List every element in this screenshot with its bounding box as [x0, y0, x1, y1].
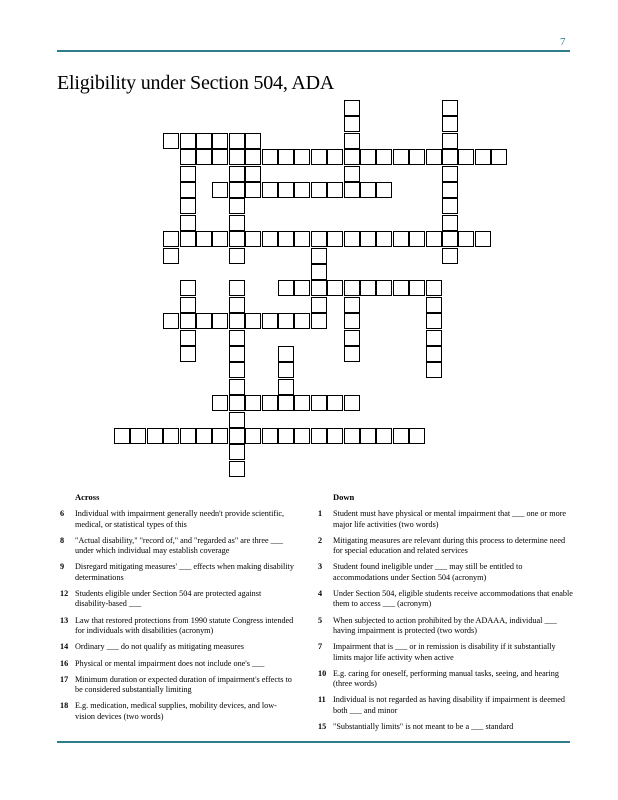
grid-cell[interactable]	[245, 395, 261, 411]
grid-cell[interactable]	[376, 182, 392, 198]
grid-cell[interactable]	[426, 149, 442, 165]
grid-cell[interactable]	[442, 215, 458, 231]
clue-text: E.g. medication, medical supplies, mobility devices, and low-vision devices (two words)	[75, 701, 277, 721]
grid-cell[interactable]	[278, 182, 294, 198]
grid-cell[interactable]	[262, 395, 278, 411]
grid-cell[interactable]	[278, 149, 294, 165]
grid-cell[interactable]	[196, 313, 212, 329]
down-clue	[318, 509, 573, 530]
grid-cell[interactable]	[229, 231, 245, 247]
grid-cell[interactable]	[229, 428, 245, 444]
grid-cell[interactable]	[311, 182, 327, 198]
grid-cell[interactable]	[147, 428, 163, 444]
down-clue	[318, 722, 573, 732]
grid-cell[interactable]	[229, 313, 245, 329]
grid-cell[interactable]	[344, 100, 360, 116]
across-clues	[60, 492, 295, 728]
grid-cell[interactable]	[163, 428, 179, 444]
grid-cell[interactable]	[278, 313, 294, 329]
grid-cell[interactable]	[344, 280, 360, 296]
grid-cell[interactable]	[262, 428, 278, 444]
down-clue	[318, 562, 573, 583]
across-clue	[60, 616, 295, 637]
grid-cell[interactable]	[344, 166, 360, 182]
grid-cell[interactable]	[442, 182, 458, 198]
across-clue	[60, 701, 295, 722]
grid-cell[interactable]	[491, 149, 507, 165]
clue-text: "Substantially limits" is not meant to be a ___ standard	[333, 722, 514, 732]
grid-cell[interactable]	[344, 149, 360, 165]
grid-cell[interactable]	[409, 149, 425, 165]
clue-text: When subjected to action prohibited by the ADAAA, individual ___ having impairment is protected (two words)	[333, 615, 557, 635]
grid-cell[interactable]	[311, 313, 327, 329]
clue-text: Disregard mitigating measures' ___ effects when making disability determinations	[75, 562, 294, 582]
grid-cell[interactable]	[262, 313, 278, 329]
grid-cell[interactable]	[376, 149, 392, 165]
grid-cell[interactable]	[229, 444, 245, 460]
across-heading: Across	[75, 492, 100, 502]
grid-cell[interactable]	[180, 428, 196, 444]
grid-cell[interactable]	[196, 428, 212, 444]
grid-cell[interactable]	[163, 133, 179, 149]
clue-number: 13	[60, 615, 69, 625]
grid-cell[interactable]	[376, 231, 392, 247]
grid-cell[interactable]	[229, 412, 245, 428]
grid-cell[interactable]	[229, 362, 245, 378]
grid-cell[interactable]	[426, 231, 442, 247]
grid-cell[interactable]	[442, 133, 458, 149]
clue-text: Minimum duration or expected duration of impairment's effects to be considered substantially limiting	[75, 674, 292, 695]
grid-cell[interactable]	[180, 149, 196, 165]
clue-number: 3	[318, 562, 323, 572]
grid-cell[interactable]	[311, 297, 327, 313]
clue-number: 7	[318, 642, 323, 652]
across-clue	[60, 589, 295, 610]
grid-cell[interactable]	[130, 428, 146, 444]
grid-cell[interactable]	[311, 395, 327, 411]
grid-cell[interactable]	[163, 248, 179, 264]
grid-cell[interactable]	[245, 231, 261, 247]
grid-cell[interactable]	[196, 133, 212, 149]
grid-cell[interactable]	[327, 182, 343, 198]
clue-number: 10	[318, 668, 327, 678]
grid-cell[interactable]	[229, 198, 245, 214]
grid-cell[interactable]	[212, 395, 228, 411]
grid-cell[interactable]	[360, 149, 376, 165]
clue-text: Physical or mental impairment does not include one's ___	[75, 658, 265, 668]
grid-cell[interactable]	[344, 231, 360, 247]
grid-cell[interactable]	[180, 297, 196, 313]
clue-number: 2	[318, 535, 323, 545]
grid-cell[interactable]	[344, 395, 360, 411]
clue-text: Impairment that is ___ or in remission is disability if it substantially limits major life activity when active	[333, 642, 556, 662]
grid-cell[interactable]	[229, 248, 245, 264]
page-number: 7	[560, 36, 566, 48]
grid-cell[interactable]	[196, 149, 212, 165]
grid-cell[interactable]	[245, 166, 261, 182]
grid-cell[interactable]	[278, 379, 294, 395]
clue-number: 17	[60, 674, 69, 684]
grid-cell[interactable]	[294, 231, 310, 247]
grid-cell[interactable]	[262, 231, 278, 247]
down-clue	[318, 695, 573, 716]
grid-cell[interactable]	[262, 182, 278, 198]
clue-number: 12	[60, 589, 69, 599]
grid-cell[interactable]	[426, 362, 442, 378]
grid-cell[interactable]	[229, 182, 245, 198]
grid-cell[interactable]	[458, 231, 474, 247]
clue-number: 14	[60, 642, 69, 652]
grid-cell[interactable]	[360, 231, 376, 247]
clue-number: 5	[318, 615, 323, 625]
grid-cell[interactable]	[212, 428, 228, 444]
across-clue	[60, 509, 295, 530]
grid-cell[interactable]	[327, 149, 343, 165]
grid-cell[interactable]	[393, 231, 409, 247]
grid-cell[interactable]	[409, 231, 425, 247]
grid-cell[interactable]	[229, 149, 245, 165]
grid-cell[interactable]	[294, 182, 310, 198]
grid-cell[interactable]	[180, 166, 196, 182]
down-clue	[318, 589, 573, 610]
grid-cell[interactable]	[180, 215, 196, 231]
down-clue	[318, 616, 573, 637]
grid-cell[interactable]	[229, 166, 245, 182]
grid-cell[interactable]	[229, 133, 245, 149]
grid-cell[interactable]	[409, 280, 425, 296]
grid-cell[interactable]	[294, 395, 310, 411]
grid-cell[interactable]	[180, 133, 196, 149]
clue-text: Law that restored protections from 1990 statute Congress intended for individuals with disabilities (acronym)	[75, 615, 294, 635]
across-clue	[60, 675, 295, 696]
grid-cell[interactable]	[278, 346, 294, 362]
across-clue	[60, 659, 295, 669]
grid-cell[interactable]	[245, 313, 261, 329]
down-clue	[318, 669, 573, 690]
grid-cell[interactable]	[180, 280, 196, 296]
grid-cell[interactable]	[327, 280, 343, 296]
clue-text: Ordinary ___ do not qualify as mitigating measures	[75, 642, 244, 652]
grid-cell[interactable]	[229, 379, 245, 395]
clue-number: 8	[60, 535, 65, 545]
grid-cell[interactable]	[212, 182, 228, 198]
grid-cell[interactable]	[245, 182, 261, 198]
clue-text: Students eligible under Section 504 are protected against disability-based ___	[75, 589, 262, 609]
grid-cell[interactable]	[294, 280, 310, 296]
page-title: Eligibility under Section 504, ADA	[57, 72, 335, 94]
grid-cell[interactable]	[196, 231, 212, 247]
grid-cell[interactable]	[344, 346, 360, 362]
grid-cell[interactable]	[212, 313, 228, 329]
grid-cell[interactable]	[294, 428, 310, 444]
grid-cell[interactable]	[294, 149, 310, 165]
grid-cell[interactable]	[475, 231, 491, 247]
grid-cell[interactable]	[393, 428, 409, 444]
clue-number: 15	[318, 722, 327, 732]
grid-cell[interactable]	[327, 231, 343, 247]
grid-cell[interactable]	[442, 149, 458, 165]
grid-cell[interactable]	[426, 330, 442, 346]
grid-cell[interactable]	[163, 231, 179, 247]
grid-cell[interactable]	[344, 313, 360, 329]
top-rule	[57, 50, 570, 52]
down-clue	[318, 642, 573, 663]
grid-cell[interactable]	[475, 149, 491, 165]
grid-cell[interactable]	[229, 280, 245, 296]
grid-cell[interactable]	[245, 133, 261, 149]
grid-cell[interactable]	[294, 313, 310, 329]
grid-cell[interactable]	[180, 198, 196, 214]
down-clue	[318, 536, 573, 557]
grid-cell[interactable]	[426, 346, 442, 362]
grid-cell[interactable]	[442, 116, 458, 132]
clue-text: "Actual disability," "record of," and "regarded as" are three ___ under which individual may establish coverage	[75, 535, 283, 556]
clue-number: 6	[60, 509, 65, 519]
grid-cell[interactable]	[212, 231, 228, 247]
grid-cell[interactable]	[311, 149, 327, 165]
grid-cell[interactable]	[376, 428, 392, 444]
grid-cell[interactable]	[180, 346, 196, 362]
clue-number: 11	[318, 695, 326, 705]
grid-cell[interactable]	[426, 313, 442, 329]
grid-cell[interactable]	[393, 280, 409, 296]
grid-cell[interactable]	[180, 313, 196, 329]
grid-cell[interactable]	[212, 149, 228, 165]
clue-number: 4	[318, 589, 323, 599]
clue-number: 9	[60, 562, 65, 572]
grid-cell[interactable]	[229, 395, 245, 411]
grid-cell[interactable]	[344, 297, 360, 313]
grid-cell[interactable]	[360, 182, 376, 198]
grid-cell[interactable]	[442, 231, 458, 247]
clue-text: E.g. caring for oneself, performing manual tasks, seeing, and hearing (three words)	[333, 668, 559, 689]
down-clues	[318, 492, 573, 738]
grid-cell[interactable]	[409, 428, 425, 444]
clue-number: 18	[60, 701, 69, 711]
grid-cell[interactable]	[360, 280, 376, 296]
grid-cell[interactable]	[344, 428, 360, 444]
clue-text: Individual is not regarded as having disability if impairment is deemed both ___ and minor	[333, 695, 565, 715]
grid-cell[interactable]	[442, 166, 458, 182]
grid-cell[interactable]	[360, 428, 376, 444]
grid-cell[interactable]	[229, 461, 245, 477]
grid-cell[interactable]	[262, 149, 278, 165]
grid-cell[interactable]	[311, 264, 327, 280]
grid-cell[interactable]	[180, 182, 196, 198]
down-heading: Down	[333, 492, 355, 502]
grid-cell[interactable]	[180, 231, 196, 247]
grid-cell[interactable]	[311, 248, 327, 264]
grid-cell[interactable]	[229, 297, 245, 313]
across-clue	[60, 536, 295, 557]
grid-cell[interactable]	[229, 330, 245, 346]
grid-cell[interactable]	[393, 149, 409, 165]
grid-cell[interactable]	[442, 248, 458, 264]
across-clue	[60, 562, 295, 583]
grid-cell[interactable]	[245, 428, 261, 444]
grid-cell[interactable]	[278, 362, 294, 378]
grid-cell[interactable]	[458, 149, 474, 165]
grid-cell[interactable]	[278, 395, 294, 411]
grid-cell[interactable]	[442, 100, 458, 116]
clue-text: Mitigating measures are relevant during this process to determine need for special education and related services	[333, 535, 566, 556]
grid-cell[interactable]	[163, 313, 179, 329]
grid-cell[interactable]	[212, 133, 228, 149]
grid-cell[interactable]	[311, 428, 327, 444]
grid-cell[interactable]	[426, 280, 442, 296]
clue-text: Student must have physical or mental impairment that ___ one or more major life activities (two words)	[333, 509, 567, 529]
grid-cell[interactable]	[229, 215, 245, 231]
clue-number: 1	[318, 509, 323, 519]
grid-cell[interactable]	[344, 133, 360, 149]
clue-text: Individual with impairment generally needn't provide scientific, medical, or statistical types of this	[75, 509, 285, 529]
grid-cell[interactable]	[114, 428, 130, 444]
bottom-rule	[57, 741, 570, 743]
grid-cell[interactable]	[229, 346, 245, 362]
clue-text: Student found ineligible under ___ may still be entitled to accommodations under Section 504 (acronym)	[333, 562, 523, 582]
clue-text: Under Section 504, eligible students receive accommodations that enable them to access ___ (acronym)	[333, 589, 573, 609]
grid-cell[interactable]	[311, 231, 327, 247]
grid-cell[interactable]	[426, 297, 442, 313]
grid-cell[interactable]	[245, 149, 261, 165]
grid-cell[interactable]	[180, 330, 196, 346]
grid-cell[interactable]	[311, 280, 327, 296]
clue-number: 16	[60, 658, 69, 668]
grid-cell[interactable]	[327, 395, 343, 411]
grid-cell[interactable]	[442, 198, 458, 214]
grid-cell[interactable]	[278, 231, 294, 247]
grid-cell[interactable]	[278, 280, 294, 296]
grid-cell[interactable]	[344, 116, 360, 132]
grid-cell[interactable]	[344, 330, 360, 346]
across-clue	[60, 642, 295, 652]
grid-cell[interactable]	[278, 428, 294, 444]
grid-cell[interactable]	[376, 280, 392, 296]
grid-cell[interactable]	[344, 182, 360, 198]
grid-cell[interactable]	[327, 428, 343, 444]
